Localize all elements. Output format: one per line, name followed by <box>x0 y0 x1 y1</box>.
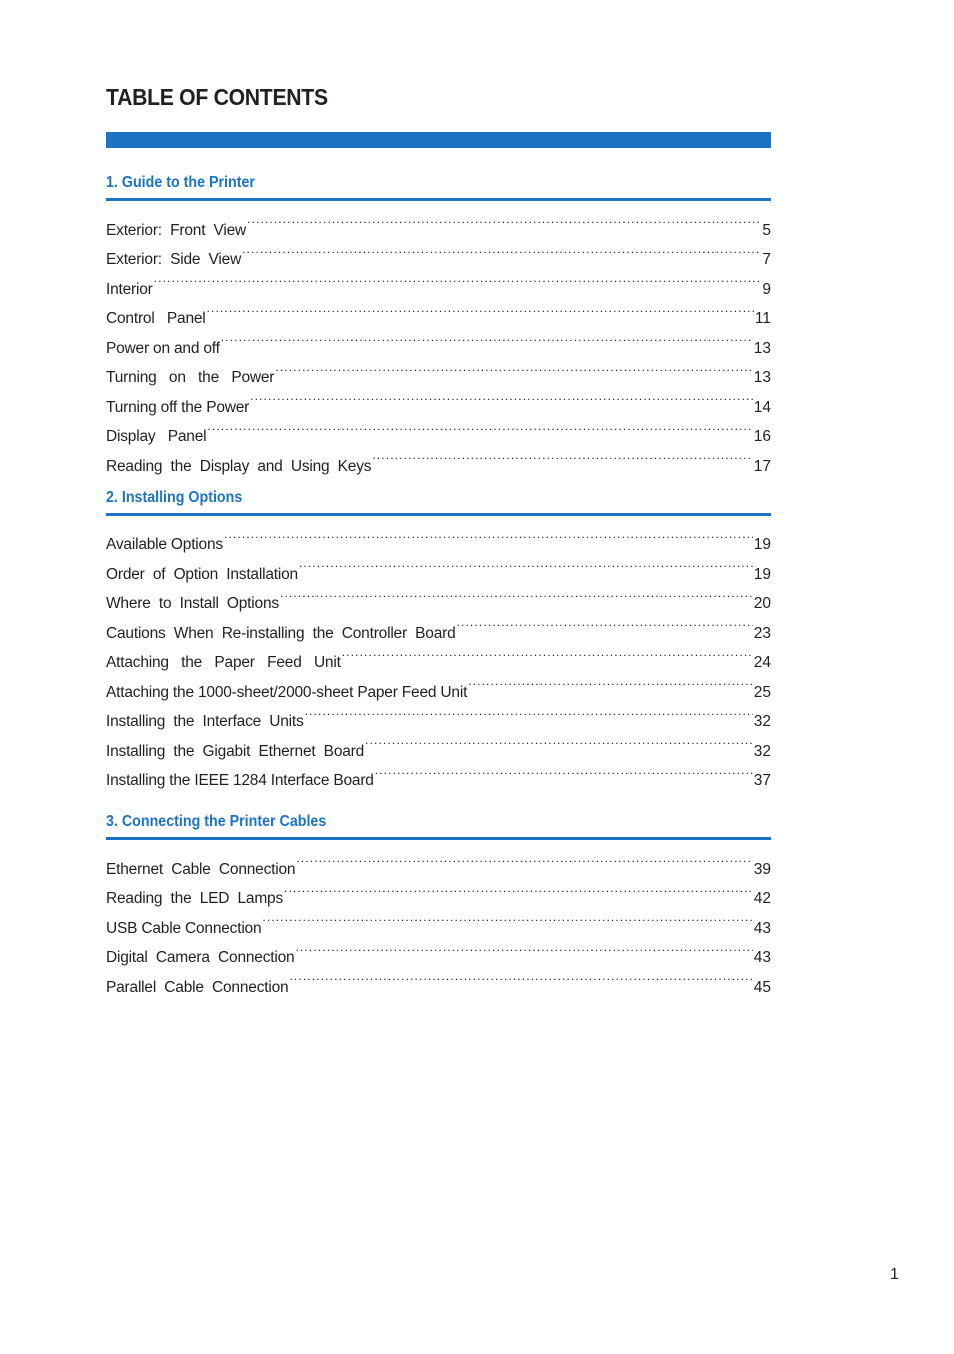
toc-entry-label: Where to Install Options <box>106 595 279 612</box>
dot-leader <box>299 549 753 579</box>
dot-leader <box>224 520 753 550</box>
toc-entry[interactable] <box>106 323 771 357</box>
dot-leader <box>242 235 761 265</box>
dot-leader <box>457 608 753 638</box>
toc-entry-page: 19 <box>753 565 771 583</box>
toc-entry-page: 14 <box>753 398 771 416</box>
toc-entry-page: 7 <box>762 251 771 268</box>
toc-entry-page: 24 <box>753 654 771 671</box>
dot-leader <box>342 638 753 668</box>
toc-entry-page: 37 <box>753 772 771 789</box>
toc-entry-label: Exterior: Front View <box>106 221 247 239</box>
toc-entry-label: Parallel Cable Connection <box>106 978 289 996</box>
toc-entry-label: Cautions When Re-installing the Controller Board <box>106 624 456 642</box>
toc-entry-page: 5 <box>762 221 771 239</box>
dot-leader <box>372 441 752 471</box>
toc-entry-label: Installing the Gigabit Ethernet Board <box>106 742 365 760</box>
toc-entry-page: 13 <box>753 339 771 357</box>
toc-entry-label: Interior <box>106 280 153 298</box>
toc-entry[interactable] <box>106 844 771 878</box>
toc-entry-label: Control Panel <box>106 310 206 327</box>
toc-entry-label: Available Options <box>106 536 223 553</box>
dot-leader <box>296 844 752 874</box>
dot-leader <box>221 323 753 353</box>
dot-leader <box>295 933 752 963</box>
toc-entry-page: 23 <box>753 624 771 642</box>
toc-entry-label: Installing the Interface Units <box>106 713 304 730</box>
dot-leader <box>207 412 752 442</box>
dot-leader <box>305 697 753 727</box>
toc-sections <box>106 172 771 996</box>
title-accent-bar <box>106 132 771 148</box>
toc-entry-label: Ethernet Cable Connection <box>106 860 296 878</box>
toc-entry-page: 43 <box>753 949 771 966</box>
toc-entry-page: 16 <box>753 428 771 445</box>
toc-entry[interactable] <box>106 294 771 327</box>
dot-leader <box>284 874 753 904</box>
section-entries <box>106 205 771 475</box>
dot-leader <box>365 726 753 756</box>
toc-entry-page: 32 <box>753 713 771 730</box>
dot-leader <box>375 756 753 786</box>
toc-entry[interactable] <box>106 520 771 553</box>
toc-entry[interactable] <box>106 264 771 298</box>
toc-entry-label: Exterior: Side View <box>106 251 242 268</box>
toc-entry-label: Attaching the 1000-sheet/2000-sheet Paper Feed Unit <box>106 683 468 701</box>
section-heading: 2. Installing Options <box>106 487 771 516</box>
section-entries <box>106 520 771 789</box>
toc-entry-page: 25 <box>753 683 771 701</box>
toc-section-options <box>106 487 771 789</box>
toc-entry-page: 39 <box>753 860 771 878</box>
dot-leader <box>207 294 754 324</box>
dot-leader <box>280 579 753 609</box>
section-heading: 1. Guide to the Printer <box>106 172 771 201</box>
toc-entry-label: Installing the IEEE 1284 Interface Board <box>106 772 374 789</box>
dot-leader <box>275 353 752 383</box>
page-number: 1 <box>890 1266 899 1283</box>
toc-entry-page: 43 <box>753 919 771 937</box>
toc-entry-label: Turning off the Power <box>106 398 250 416</box>
section-heading: 3. Connecting the Printer Cables <box>106 811 771 840</box>
dot-leader <box>289 962 752 992</box>
toc-entry-page: 19 <box>753 536 771 553</box>
toc-entry-label: Power on and off <box>106 339 220 357</box>
page-title: TABLE OF CONTENTS <box>106 84 328 110</box>
toc-entry-page: 20 <box>753 595 771 612</box>
toc-entry-page: 42 <box>753 890 771 907</box>
toc-entry-label: Display Panel <box>106 428 207 445</box>
toc-entry-page: 32 <box>753 742 771 760</box>
toc-entry-page: 13 <box>753 369 771 386</box>
toc-entry-label: Turning on the Power <box>106 369 275 386</box>
section-entries <box>106 844 771 996</box>
toc-entry-label: USB Cable Connection <box>106 919 262 937</box>
toc-entry-label: Reading the Display and Using Keys <box>106 457 372 475</box>
toc-entry-page: 9 <box>762 280 771 298</box>
toc-entry-label: Attaching the Paper Feed Unit <box>106 654 341 671</box>
dot-leader <box>247 205 761 235</box>
dot-leader <box>262 903 752 933</box>
dot-leader <box>468 667 753 697</box>
dot-leader <box>154 264 762 294</box>
toc-entry-page: 11 <box>754 310 771 327</box>
toc-entry-label: Order of Option Installation <box>106 565 298 583</box>
toc-section-cables <box>106 811 771 996</box>
toc-entry-label: Digital Camera Connection <box>106 949 295 966</box>
dot-leader <box>250 382 753 412</box>
toc-entry-page: 17 <box>753 457 771 475</box>
toc-section-guide <box>106 172 771 475</box>
toc-entry-page: 45 <box>753 978 771 996</box>
toc-entry-label: Reading the LED Lamps <box>106 890 283 907</box>
toc-entry[interactable] <box>106 205 771 239</box>
